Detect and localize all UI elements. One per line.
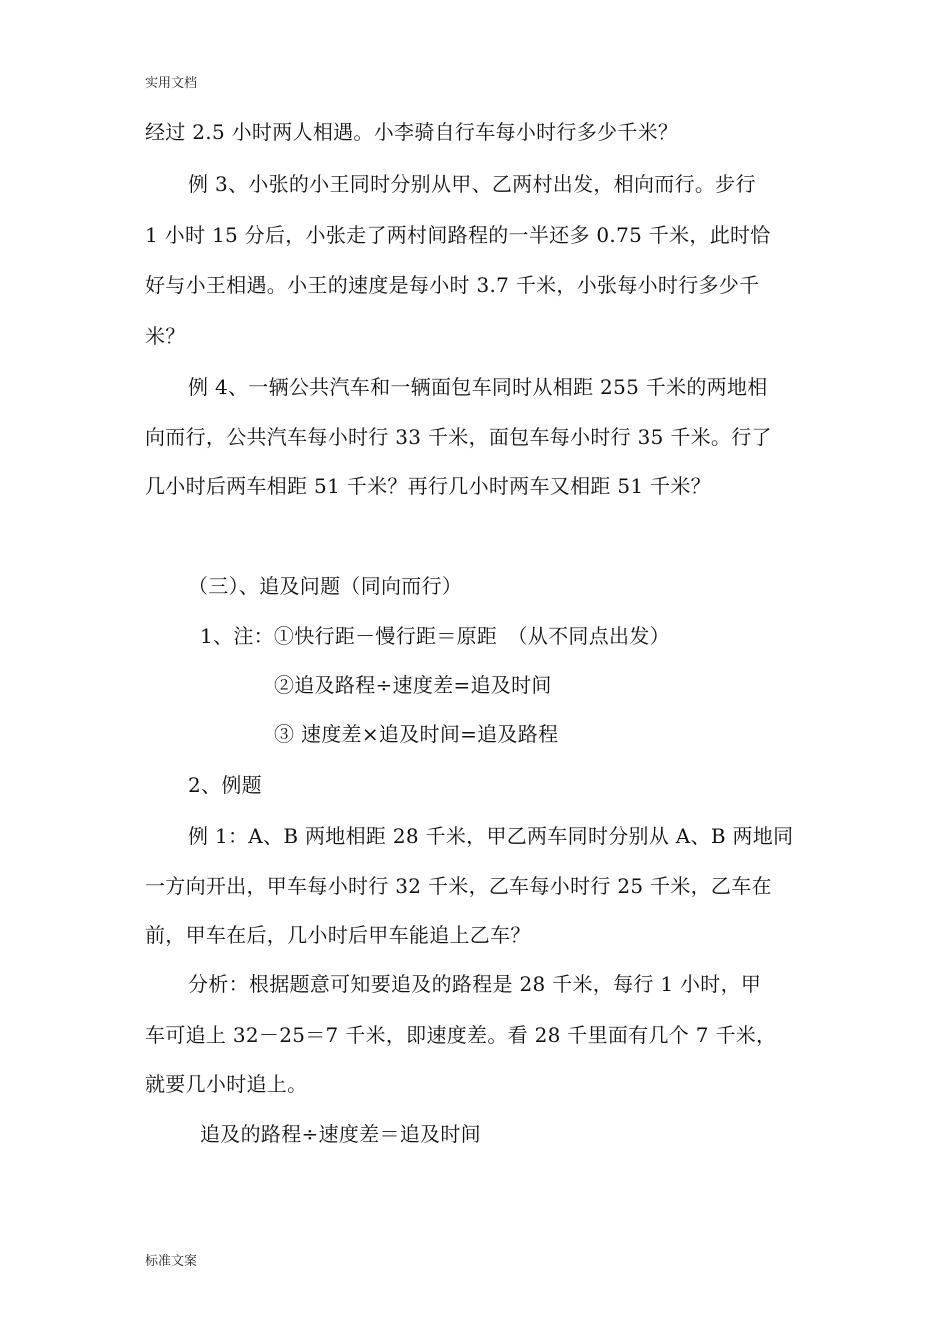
text-line: 1 小时 15 分后，小张走了两村间路程的一半还多 0.75 千米，此时恰 — [145, 223, 771, 247]
text-line: 一方向开出，甲车每小时行 32 千米，乙车每小时行 25 千米，乙车在 — [145, 874, 772, 898]
text-line: 经过 2.5 小时两人相遇。小李骑自行车每小时行多少千米？ — [145, 120, 679, 144]
text-line: 分析：根据题意可知要追及的路程是 28 千米，每行 1 小时，甲 — [188, 972, 762, 996]
text-line: 例 1：A、B 两地相距 28 千米，甲乙两车同时分别从 A、B 两地同 — [188, 824, 794, 848]
text-line: 就要几小时追上。 — [145, 1072, 308, 1096]
note-line: ②追及路程÷速度差=追及时间 — [274, 673, 552, 697]
text-line: 例 3、小张的小王同时分别从甲、乙两村出发，相向而行。步行 — [188, 172, 756, 196]
text-line: 好与小王相遇。小王的速度是每小时 3.7 千米，小张每小时行多少千 — [145, 273, 760, 297]
note-line: 1、注：①快行距－慢行距＝原距 （从不同点出发） — [200, 624, 670, 648]
text-line: 向而行，公共汽车每小时行 33 千米，面包车每小时行 35 千米。行了 — [145, 425, 772, 449]
text-line: 车可追上 32－25＝7 千米，即速度差。看 28 千里面有几个 7 千米， — [145, 1023, 777, 1047]
page-header: 实用文档 — [145, 76, 198, 91]
section-heading: （三）、追及问题（同向而行） — [188, 574, 463, 598]
text-line: 前，甲车在后，几小时后甲车能追上乙车？ — [145, 923, 531, 947]
text-line: 例 4、一辆公共汽车和一辆面包车同时从相距 255 千米的两地相 — [188, 375, 768, 399]
subheading: 2、例题 — [188, 773, 262, 797]
page-footer: 标准文案 — [145, 1254, 198, 1269]
formula-line: 追及的路程÷速度差＝追及时间 — [200, 1122, 481, 1146]
text-line: 几小时后两车相距 51 千米？再行几小时两车又相距 51 千米？ — [145, 474, 711, 498]
note-line: ③ 速度差×追及时间=追及路程 — [274, 722, 559, 746]
text-line: 米？ — [145, 324, 186, 348]
